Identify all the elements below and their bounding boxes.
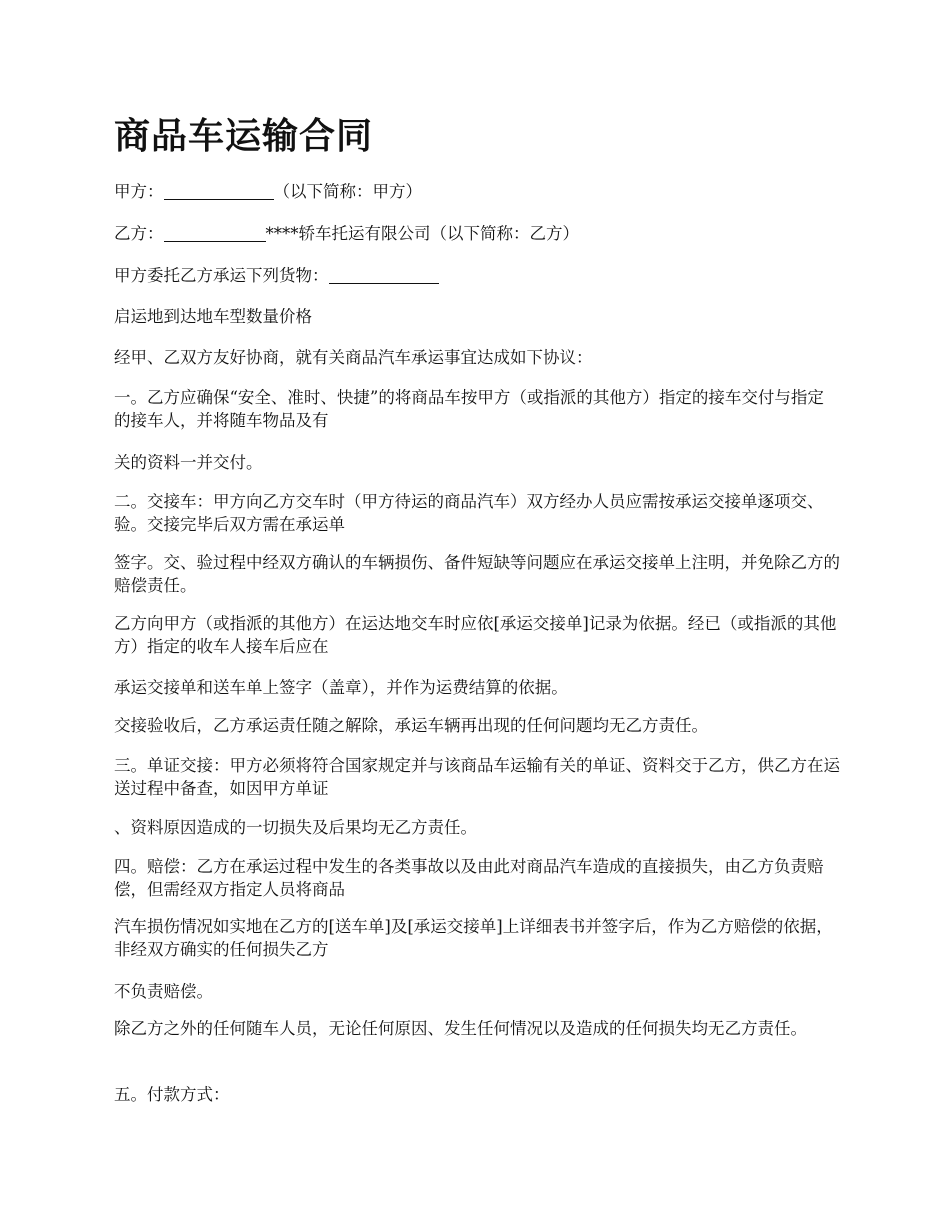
paragraph: 不负责赔偿。	[114, 982, 213, 1001]
party-a-suffix: （以下简称：甲方）	[273, 182, 422, 201]
paragraph: 关的资料一并交付。	[114, 453, 263, 472]
document-title: 商品车运输合同	[114, 115, 374, 157]
party-b-line	[114, 222, 840, 245]
paragraph: 经甲、乙双方友好协商，就有关商品汽车承运事宜达成如下协议：	[114, 348, 593, 367]
paragraph: 四。赔偿：乙方在承运过程中发生的各类事故以及由此对商品汽车造成的直接损失，由乙方负责赔偿，但需经双方指定人员将商品	[114, 857, 824, 899]
party-a-line	[114, 180, 840, 203]
paragraph: 汽车损伤情况如实地在乙方的[送车单]及[承运交接单]上详细表书并签字后，作为乙方赔偿的依据，非经双方确实的任何损失乙方	[114, 917, 833, 959]
paragraph: 除乙方之外的任何随车人员，无论任何原因、发生任何情况以及造成的任何损失均无乙方责任。	[114, 1019, 807, 1038]
goods-line	[114, 264, 840, 287]
paragraph: 签字。交、验过程中经双方确认的车辆损伤、备件短缺等问题应在承运交接单上注明，并免除乙方的赔偿责任。	[114, 553, 840, 595]
party-a-label: 甲方：	[114, 182, 164, 201]
party-a-blank	[164, 183, 274, 200]
paragraph: 承运交接单和送车单上签字（盖章），并作为运费结算的依据。	[114, 678, 568, 697]
paragraph: 一。乙方应确保“安全、准时、快捷”的将商品车按甲方（或指派的其他方）指定的接车交付与指定的接车人，并将随车物品及有	[114, 388, 824, 430]
paragraph: 三。单证交接：甲方必须将符合国家规定并与该商品车运输有关的单证、资料交于乙方，供乙方在运送过程中备查，如因甲方单证	[114, 756, 840, 798]
paragraph: 启运地到达地车型数量价格	[114, 307, 312, 326]
goods-label: 甲方委托乙方承运下列货物：	[114, 266, 329, 285]
goods-blank	[329, 267, 439, 284]
paragraph: 乙方向甲方（或指派的其他方）在运达地交车时应依[承运交接单]记录为依据。经已（或指派的其他方）指定的收车人接车后应在	[114, 614, 837, 656]
party-b-blank	[164, 225, 266, 242]
paragraph: 、资料原因造成的一切损失及后果均无乙方责任。	[114, 818, 477, 837]
party-b-label: 乙方：	[114, 224, 164, 243]
paragraph: 二。交接车：甲方向乙方交车时（甲方待运的商品汽车）双方经办人员应需按承运交接单逐项交、验。交接完毕后双方需在承运单	[114, 492, 824, 534]
party-b-company: ****轿车托运有限公司（以下简称：乙方）	[265, 224, 579, 243]
paragraph: 五。付款方式：	[114, 1085, 230, 1104]
paragraph: 交接验收后，乙方承运责任随之解除，承运车辆再出现的任何问题均无乙方责任。	[114, 716, 708, 735]
